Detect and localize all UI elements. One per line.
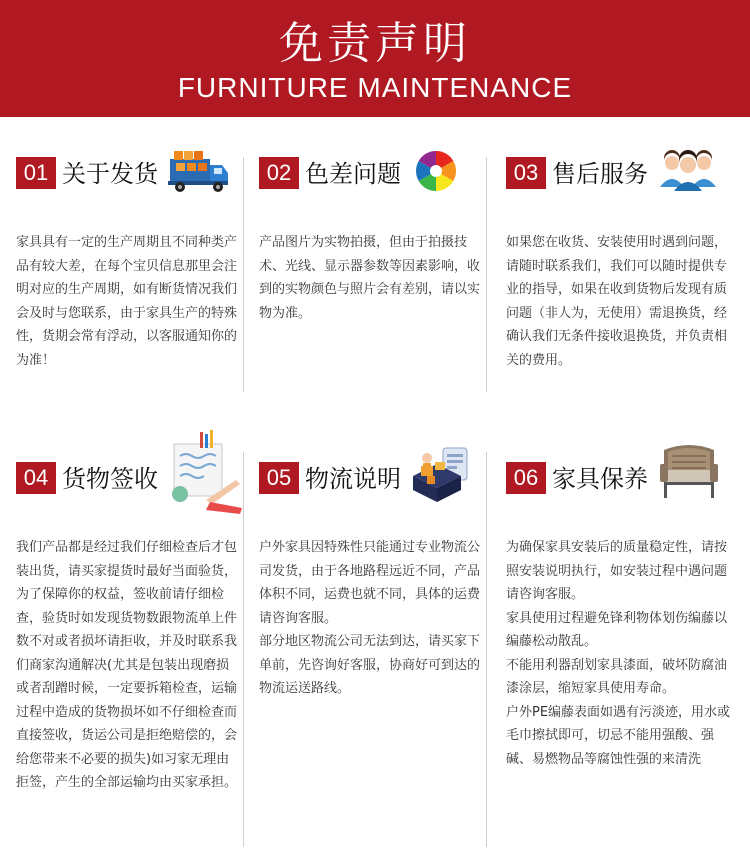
section-number: 05 bbox=[259, 462, 299, 494]
section-paragraph: 部分地区物流公司无法到达，请买家下单前，先咨询好客服，协商好可到达的物流运送路线。 bbox=[259, 634, 481, 696]
section-paragraph: 家具使用过程避免锋利物体划伤编藤以编藤松动散乱。 bbox=[506, 610, 728, 649]
section-paragraph: 如果您在收货、安装使用时遇到问题，请随时联系我们，我们可以随时提供专业的指导，如果在收到货物后发现有质问题（非人为，无使用）需退换货，经确认我们无条件接收退换货，并负责相关的费用。 bbox=[506, 235, 728, 368]
section-number: 03 bbox=[506, 157, 546, 189]
section-paragraph: 产品图片为实物拍摄，但由于拍摄技术、光线、显示器参数等因素影响，收到的实物颜色与照片会有差别，请以实物为准。 bbox=[259, 235, 481, 321]
signing-document-icon bbox=[166, 430, 244, 518]
section-body bbox=[16, 536, 241, 795]
section-paragraph: 家具具有一定的生产周期且不同种类产品有较大差，在每个宝贝信息那里会注明对应的生产周期，如有断货情况我们会及时与您联系，由于家具生产的特殊性，货期会常有浮动，以客服通知你的为准！ bbox=[16, 235, 238, 368]
color-wheel-icon bbox=[414, 149, 458, 197]
section-number: 04 bbox=[16, 462, 56, 494]
delivery-truck-icon bbox=[166, 151, 232, 199]
section-title: 物流说明 bbox=[305, 465, 401, 493]
section-body bbox=[259, 536, 484, 701]
divider-top-right bbox=[486, 157, 487, 392]
section-body bbox=[259, 231, 484, 325]
armchair-icon bbox=[656, 440, 722, 506]
section-paragraph: 我们产品都是经过我们仔细检查后才包装出货，请买家提货时最好当面验货，为了保障你的权益，签收前请仔细检查，验货时如发现货物数跟物流单上件数不对或者损坏请拒收，并及时联系我们商家沟通解决(尤其是包装出现磨损或者刮蹭时候，一定要拆箱检查，运输过程中造成的货物损坏如不仔细检查而直接签收，货运公司是拒绝赔偿的，会给您带来不必要的损失)如习家无理由拒签，产生的全部运输均由买家承担。 bbox=[16, 540, 238, 790]
section-paragraph: 为确保家具安装后的质量稳定性，请按照安装说明执行，如安装过程中遇问题请咨询客服。 bbox=[506, 540, 728, 602]
section-title: 家具保养 bbox=[552, 465, 648, 493]
divider-top-left bbox=[243, 157, 244, 392]
section-number: 02 bbox=[259, 157, 299, 189]
section-paragraph: 户外家具因特殊性只能通过专业物流公司发货，由于各地路程远近不同，产品体积不同，运费也就不同，具体的运费请咨询客服。 bbox=[259, 540, 481, 626]
section-paragraph: 户外PE编藤表面如遇有污淡迹，用水或毛巾擦拭即可，切忌不能用强酸、强碱、易燃物品等腐蚀性强的来清洗 bbox=[506, 704, 731, 767]
section-title: 货物签收 bbox=[62, 465, 158, 493]
divider-bottom-right bbox=[486, 452, 487, 847]
header-banner bbox=[0, 0, 750, 117]
page-subtitle: FURNITURE MAINTENANCE bbox=[177, 72, 573, 103]
section-title: 关于发货 bbox=[62, 160, 158, 188]
section-number: 01 bbox=[16, 157, 56, 189]
page-title: 免责声明 bbox=[279, 18, 471, 69]
section-number: 06 bbox=[506, 462, 546, 494]
customer-service-team-icon bbox=[658, 149, 718, 197]
section-title: 售后服务 bbox=[552, 160, 648, 188]
section-title: 色差问题 bbox=[305, 160, 401, 188]
section-body bbox=[16, 231, 241, 372]
section-body bbox=[506, 231, 731, 372]
logistics-package-icon bbox=[407, 446, 473, 508]
section-body bbox=[506, 536, 731, 771]
section-paragraph: 不能用利器刮划家具漆面，破坏防腐油漆涂层，缩短家具使用寿命。 bbox=[506, 657, 728, 696]
